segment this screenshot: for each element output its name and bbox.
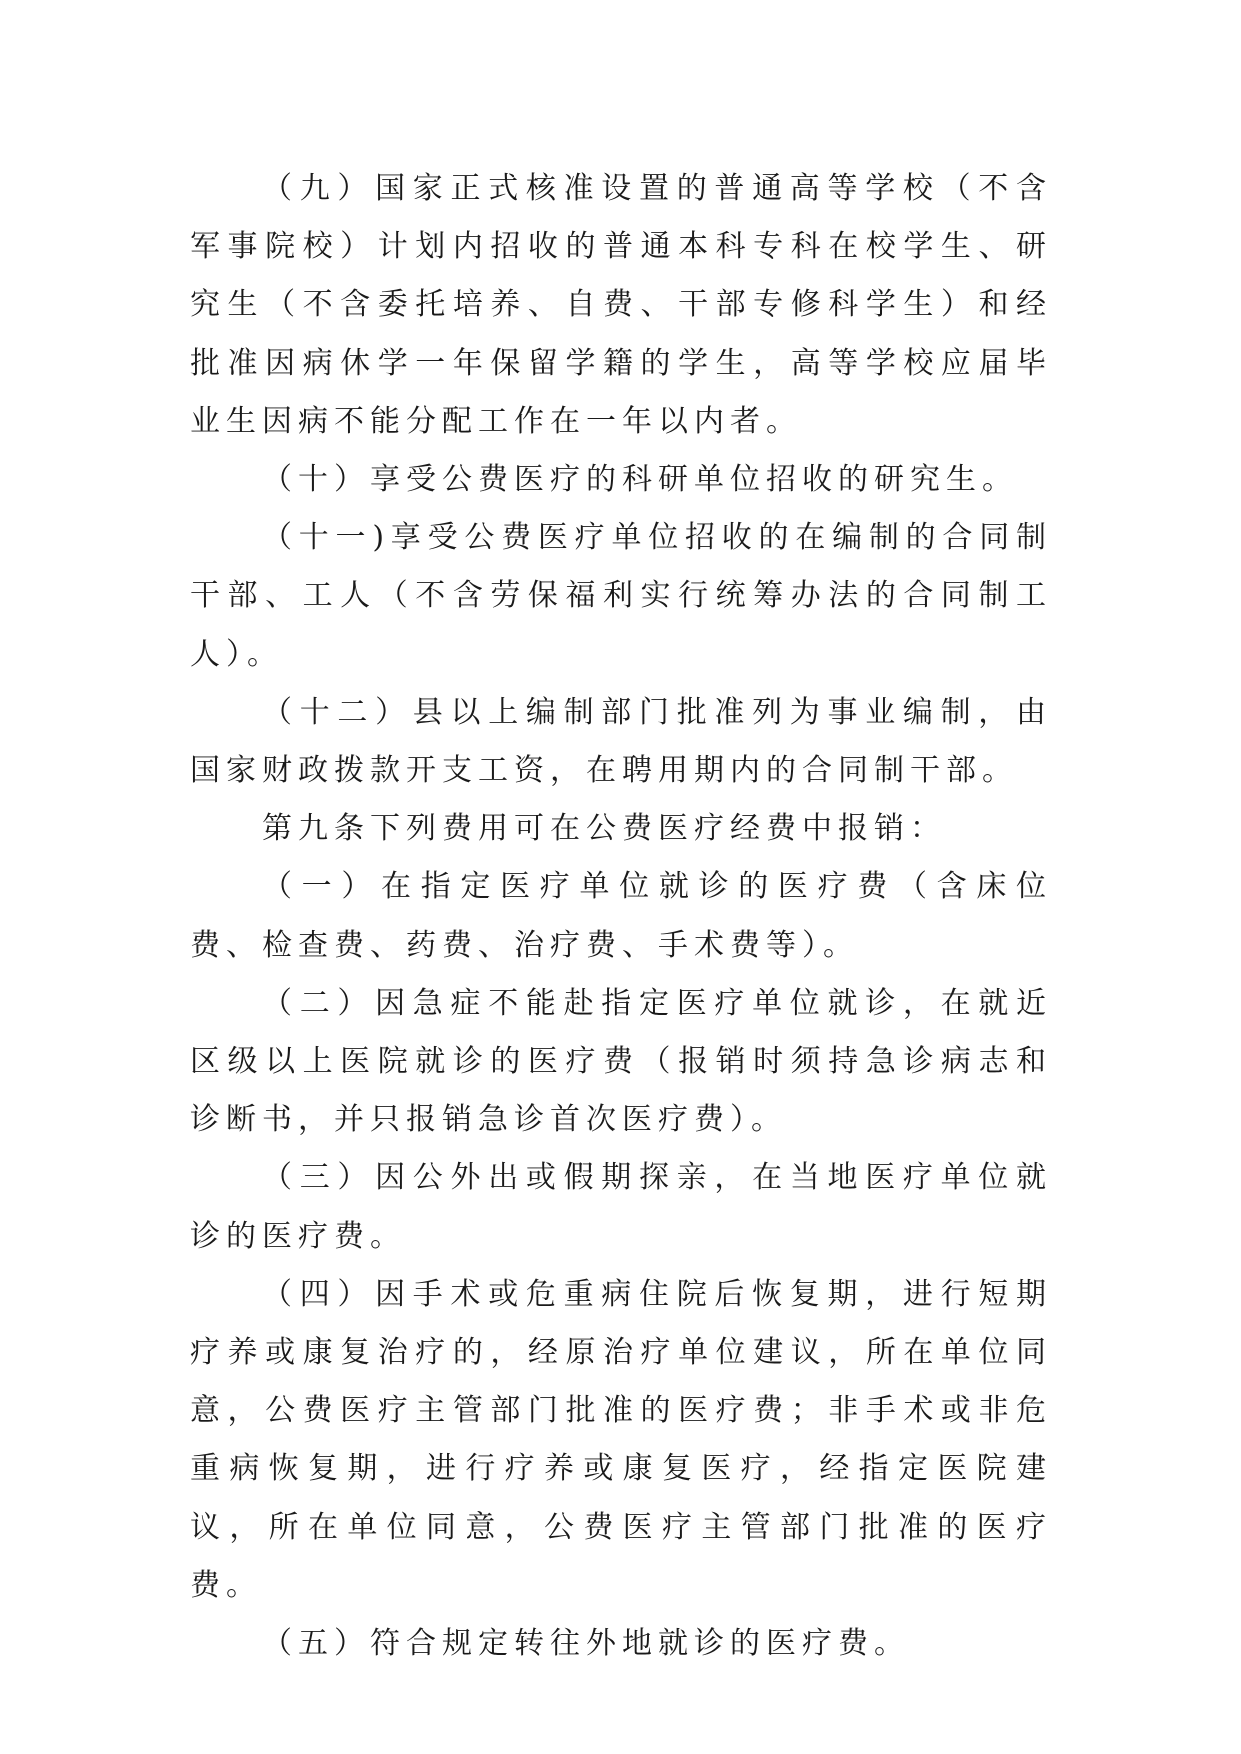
paragraph-item-1: （一）在指定医疗单位就诊的医疗费（含床位费、检查费、药费、治疗费、手术费等）。 — [190, 869, 1052, 963]
paragraph-item-4: （四）因手术或危重病住院后恢复期，进行短期疗养或康复治疗的，经原治疗单位建议，所在单位同意，公费医疗主管部门批准的医疗费；非手术或非危重病恢复期，进行疗养或康复医疗，经指定医院建议，所在单位同意，公费医疗主管部门批准的医疗费。 — [190, 1276, 1052, 1603]
paragraph-item-2: （二）因急症不能赴指定医疗单位就诊，在就近区级以上医院就诊的医疗费（报销时须持急诊病志和诊断书，并只报销急诊首次医疗费）。 — [190, 985, 1052, 1138]
document-body — [190, 160, 1052, 1673]
paragraph-item-3: （三）因公外出或假期探亲，在当地医疗单位就诊的医疗费。 — [190, 1160, 1052, 1254]
paragraph-item-9: （九）国家正式核准设置的普通高等学校（不含军事院校）计划内招收的普通本科专科在校学生、研究生（不含委托培养、自费、干部专修科学生）和经批准因病休学一年保留学籍的学生，高等学校应届毕业生因病不能分配工作在一年以内者。 — [190, 171, 1052, 439]
article-9-heading: 第九条下列费用可在公费医疗经费中报销： — [262, 811, 946, 847]
paragraph-item-12: （十二）县以上编制部门批准列为事业编制，由国家财政拨款开支工资，在聘用期内的合同制干部。 — [190, 694, 1052, 789]
paragraph-item-5: （五）符合规定转往外地就诊的医疗费。 — [262, 1626, 910, 1662]
paragraph-item-10: （十）享受公费医疗的科研单位招收的研究生。 — [262, 462, 1018, 498]
paragraph-item-11: （十一)享受公费医疗单位招收的在编制的合同制干部、工人（不含劳保福利实行统筹办法的合同制工人）。 — [190, 520, 1052, 672]
